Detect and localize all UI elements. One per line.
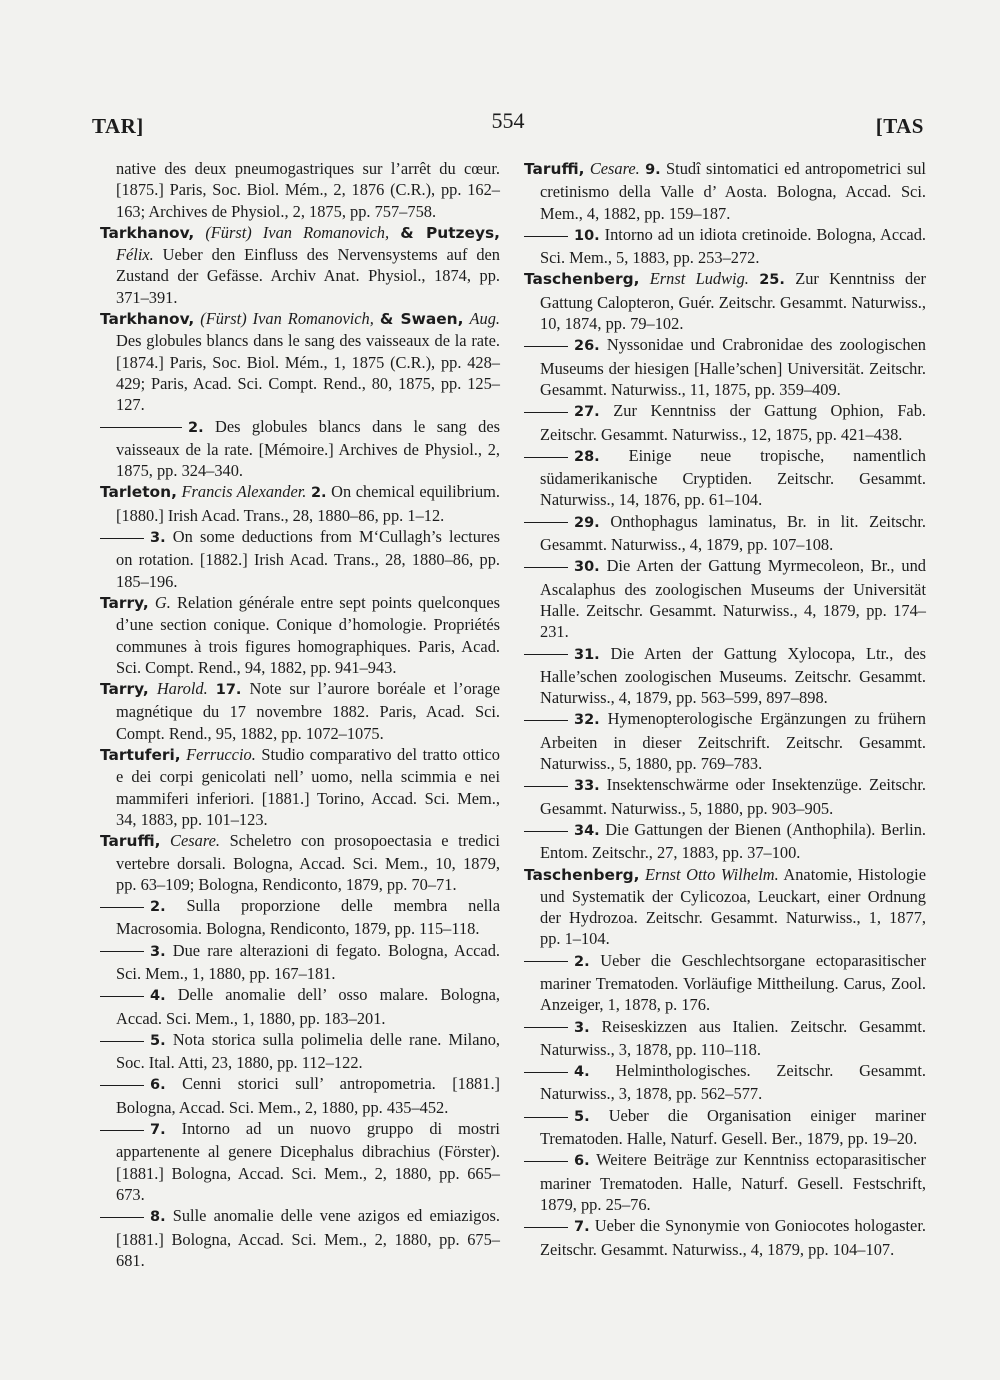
entry-text: Helminthologisches. Zeitschr. Gesammt. Naturwiss., 3, 1878, pp. 562–577. xyxy=(540,1061,926,1104)
entry-number: 2. xyxy=(150,899,166,916)
entry-text: Anatomie, Histologie und Systematik der Cylicozoa, Leuckart, einer Ordnung der Hydrozoa. Zeitschr. Gesammt. Naturwiss., 1, 1877, pp. 1–104. xyxy=(540,864,926,949)
author-surname: Taschenberg, xyxy=(524,865,640,884)
bibliography-entry xyxy=(524,708,926,774)
entry-text: Einige neue tropische, namentlich südamerikanische Cryptiden. Zeitschr. Gesammt. Naturwiss., 14, 1876, pp. 61–104. xyxy=(540,445,926,510)
entry-text: Weitere Beiträge zur Kenntniss ectoparasitischer mariner Trematoden. Halle, Naturf. Gesell. Festschrift, 1879, pp. 25–76. xyxy=(540,1150,926,1214)
bibliography-entry xyxy=(524,555,926,642)
bibliography-entry xyxy=(100,481,500,526)
repeat-author-dash xyxy=(524,236,568,237)
author-forename: Ernst Otto Wilhelm. xyxy=(645,864,779,884)
author-forename: Cesare. xyxy=(589,159,640,178)
entry-number: 26. xyxy=(574,338,600,355)
bibliography-entry xyxy=(524,1149,926,1215)
entry-number: 34. xyxy=(574,822,600,839)
repeat-author-dash xyxy=(100,1041,144,1042)
author-surname: Tarkhanov, xyxy=(100,310,195,329)
bibliography-entry xyxy=(100,1118,500,1205)
entry-text: Hymenopterologische Ergänzungen zu frühern Arbeiten in dieser Zeitschrift. Zeitschr. Gesammt. Naturwiss., 5, 1880, pp. 769–783. xyxy=(540,709,926,774)
entry-text: Die Gattungen der Bienen (Anthophila). Berlin. Entom. Zeitschr., 27, 1883, pp. 37–100. xyxy=(540,819,926,863)
entry-number: 2. xyxy=(574,953,590,970)
entry-text: Des globules blancs dans le sang des vaisseaux de la rate. [Mémoire.] Archives de Physiol., 2, 1875, pp. 324–340. xyxy=(116,416,500,481)
bibliography-entry xyxy=(100,158,500,222)
bibliography-entry xyxy=(100,592,500,678)
entry-number: 28. xyxy=(574,448,600,465)
entry-text: Insektenschwärme oder Insektenzüge. Zeitschr. Gesammt. Naturwiss., 5, 1880, pp. 903–905. xyxy=(540,775,926,818)
coauthor-forename: Félix. xyxy=(116,245,154,265)
entry-text: On some deductions from M‘Cullagh’s lectures on rotation. [1882.] Irish Acad. Trans., 28, 1880–86, pp. 185–196. xyxy=(116,527,500,591)
entry-number: 25. xyxy=(759,272,785,289)
coauthor-surname: & Swaen, xyxy=(379,310,464,329)
page-number: 554 xyxy=(491,108,525,133)
entry-number: 5. xyxy=(150,1032,166,1049)
author-forename: (Fürst) Ivan Romanovich, xyxy=(200,309,374,329)
bibliography-entry xyxy=(100,678,500,744)
bibliography-entry xyxy=(524,511,926,556)
header-range-end: [TAS xyxy=(875,114,924,138)
bibliography-entry xyxy=(100,308,500,415)
author-surname: Taruffi, xyxy=(524,160,585,178)
author-forename: (Fürst) Ivan Romanovich, xyxy=(205,222,390,242)
repeat-author-dash xyxy=(524,412,568,413)
entry-number: 6. xyxy=(574,1153,590,1170)
entry-text: Intorno ad un idiota cretinoide. Bologna, Accad. Sci. Mem., 5, 1883, pp. 253–272. xyxy=(540,224,926,268)
entry-number: 9. xyxy=(645,162,661,178)
entry-number: 10. xyxy=(574,227,600,244)
entry-text: Sulla proporzione delle membra nella Macrosomia. Bologna, Rendiconto, 1879, pp. 115–118. xyxy=(116,896,500,939)
entry-text: Nyssonidae und Crabronidae des zoologischen Museums der hiesigen [Halle’schen] Universität. Zeitschr. Gesammt. Naturwiss., 11, 1875, pp. 359–409. xyxy=(540,335,926,399)
author-forename: Harold. xyxy=(156,679,208,699)
repeat-author-dash xyxy=(100,1217,144,1218)
bibliography-entry xyxy=(524,1016,926,1061)
entry-number: 2. xyxy=(188,419,204,436)
author-forename: Cesare. xyxy=(170,831,220,851)
entry-number: 17. xyxy=(215,682,242,699)
bibliography-entry xyxy=(100,984,500,1029)
entry-number: 27. xyxy=(574,404,600,421)
bibliography-entry xyxy=(100,526,500,592)
entry-number: 4. xyxy=(150,988,166,1005)
repeat-author-dash xyxy=(524,522,568,523)
bibliography-entry xyxy=(524,864,926,950)
coauthor-surname: & Putzeys, xyxy=(400,223,500,242)
entry-text: Zur Kenntniss der Gattung Calopteron, Guér. Zeitschr. Gesammt. Naturwiss., 10, 1874, pp. 79–102. xyxy=(540,269,926,334)
bibliography-entry xyxy=(100,940,500,985)
repeat-author-dash xyxy=(524,961,568,962)
repeat-author-dash xyxy=(100,951,144,952)
bibliography-entry xyxy=(100,222,500,308)
entry-text: Delle anomalie dell’ osso malare. Bologna, Accad. Sci. Mem., 1, 1880, pp. 183–201. xyxy=(116,985,500,1028)
entry-text: Cenni storici sull’ antropometria. [1881.] Bologna, Accad. Sci. Mem., 2, 1880, pp. 435–452. xyxy=(116,1074,500,1117)
entry-number: 8. xyxy=(150,1209,166,1226)
bibliography-entry xyxy=(524,400,926,445)
bibliography-entry xyxy=(524,158,926,224)
entry-number: 3. xyxy=(150,530,166,547)
repeat-author-dash xyxy=(100,907,144,908)
author-surname: Taruffi, xyxy=(100,832,161,851)
repeat-author-dash xyxy=(100,427,182,428)
page-header xyxy=(92,108,924,148)
entry-number: 3. xyxy=(574,1019,590,1036)
repeat-author-dash xyxy=(524,654,568,655)
repeat-author-dash xyxy=(524,1161,568,1162)
repeat-author-dash xyxy=(100,538,144,539)
bibliography-entry xyxy=(524,1105,926,1150)
author-surname: Tarkhanov, xyxy=(100,223,195,242)
header-range-start: TAR] xyxy=(92,114,144,138)
bibliography-entry xyxy=(524,268,926,334)
author-surname: Tarry, xyxy=(100,593,149,612)
entry-number: 7. xyxy=(150,1122,166,1139)
entry-text: Des globules blancs dans le sang des vaisseaux de la rate. [1874.] Paris, Soc. Biol. Mém., 1, 1875 (C.R.), pp. 428–429; Paris, Acad. Sci. Compt. Rend., 80, 1875, pp. 125–127. xyxy=(116,331,500,415)
bibliography-entry xyxy=(524,819,926,864)
entry-text: Scheletro con prosopoectasia e tredici vertebre dorsali. Bologna, Accad. Sci. Mem., 10, 1879, pp. 63–109; Bologna, Rendiconto, 1879, pp. 70–71. xyxy=(116,831,500,894)
entry-text: Relation générale entre sept points quelconques d’une section conique. Conique d’homologie. Propriétés communes à trois figures homographiques. Paris, Acad. Sci. Compt. Rend., 94, 1882, pp. 941–943. xyxy=(116,592,500,677)
entry-number: 3. xyxy=(150,943,166,960)
entry-text: Due rare alterazioni di fegato. Bologna, Accad. Sci. Mem., 1, 1880, pp. 167–181. xyxy=(116,940,500,983)
entry-text: Ueber den Einfluss des Nervensystems auf den Zustand der Gefässe. Archiv Anat. Physiol., 1874, pp. 371–391. xyxy=(116,245,500,307)
repeat-author-dash xyxy=(524,786,568,787)
bibliography-entry xyxy=(524,774,926,819)
entry-text: Nota storica sulla polimelia delle rane. Milano, Soc. Ital. Atti, 23, 1880, pp. 112–122. xyxy=(116,1029,500,1073)
left-column xyxy=(100,158,500,1271)
repeat-author-dash xyxy=(524,831,568,832)
author-forename: Francis Alexander. xyxy=(181,482,307,502)
entry-number: 33. xyxy=(574,778,600,795)
repeat-author-dash xyxy=(100,996,144,997)
bibliography-entry xyxy=(100,830,500,895)
bibliography-entry xyxy=(524,334,926,400)
repeat-author-dash xyxy=(524,1027,568,1028)
repeat-author-dash xyxy=(100,1085,144,1086)
repeat-author-dash xyxy=(524,720,568,721)
author-surname: Tarry, xyxy=(100,680,149,699)
bibliography-entry xyxy=(524,1060,926,1105)
coauthor-forename: Aug. xyxy=(469,309,501,329)
entry-text: Die Arten der Gattung Myrmecoleon, Br., und Ascalaphus des zoologischen Museums der Universität Halle. Zeitschr. Gesammt. Naturwiss., 4, 1879, pp. 174–231. xyxy=(540,556,926,642)
entry-text: Ueber die Geschlechtsorgane ectoparasitischer mariner Trematoden. Vorläufige Mittheilung. Carus, Zool. Anzeiger, 1, 1878, p. 176. xyxy=(540,950,926,1015)
entry-text: Studî sintomatici ed antropometrici sul cretinismo della Valle d’ Aosta. Bologna, Accad. Sci. Mem., 4, 1882, pp. 159–187. xyxy=(540,159,926,223)
repeat-author-dash xyxy=(524,1227,568,1228)
entry-text: native des deux pneumogastriques sur l’arrêt du cœur. [1875.] Paris, Soc. Biol. Mém., 2, 1876 (C.R.), pp. 162–163; Archives de Physiol., 2, 1875, pp. 757–758. xyxy=(116,159,500,221)
entry-number: 6. xyxy=(150,1077,166,1094)
author-surname: Tartuferi, xyxy=(100,746,181,765)
bibliography-entry xyxy=(100,895,500,940)
entry-number: 31. xyxy=(574,646,600,663)
entry-text: Onthophagus laminatus, Br. in lit. Zeitschr. Gesammt. Naturwiss., 4, 1879, pp. 107–108. xyxy=(540,511,926,555)
repeat-author-dash xyxy=(100,1130,144,1131)
bibliography-entry xyxy=(524,1215,926,1260)
bibliography-entry xyxy=(100,1029,500,1074)
entry-text: On chemical equilibrium. [1880.] Irish Acad. Trans., 28, 1880–86, pp. 1–12. xyxy=(116,482,500,525)
repeat-author-dash xyxy=(524,1117,568,1118)
entry-text: Ueber die Organisation einiger mariner Trematoden. Halle, Naturf. Gesell. Ber., 1879, pp. 19–20. xyxy=(540,1105,927,1149)
entry-number: 4. xyxy=(574,1064,590,1081)
bibliography-entry xyxy=(100,1205,500,1271)
author-forename: Ernst Ludwig. xyxy=(649,269,749,289)
repeat-author-dash xyxy=(524,346,568,347)
right-column xyxy=(524,158,926,1260)
entry-number: 32. xyxy=(574,712,600,729)
entry-text: Ueber die Synonymie von Goniocotes hologaster. Zeitschr. Gesammt. Naturwiss., 4, 1879, pp. 104–107. xyxy=(540,1216,926,1259)
repeat-author-dash xyxy=(524,567,568,568)
bibliography-entry xyxy=(524,224,926,269)
entry-text: Reiseskizzen aus Italien. Zeitschr. Gesammt. Naturwiss., 3, 1878, pp. 110–118. xyxy=(540,1016,926,1059)
bibliography-entry xyxy=(524,445,926,511)
bibliography-entry xyxy=(524,950,926,1016)
entry-number: 7. xyxy=(574,1219,590,1236)
author-surname: Taschenberg, xyxy=(524,270,640,289)
entry-number: 29. xyxy=(574,514,600,531)
entry-text: Intorno ad un nuovo gruppo di mostri appartenente al genere Dicephalus dibrachius (Förster). [1881.] Bologna, Accad. Sci. Mem., 2, 1880, pp. 665–673. xyxy=(116,1119,500,1204)
entry-number: 30. xyxy=(574,559,600,576)
author-forename: G. xyxy=(154,592,171,612)
entry-number: 5. xyxy=(574,1108,590,1125)
author-forename: Ferruccio. xyxy=(186,745,256,765)
bibliography-entry xyxy=(100,744,500,830)
repeat-author-dash xyxy=(524,457,568,458)
bibliography-entry xyxy=(100,1073,500,1118)
entry-text: Sulle anomalie delle vene azigos ed emiazigos. [1881.] Bologna, Accad. Sci. Mem., 2, 1880, pp. 675–681. xyxy=(116,1206,500,1270)
entry-text: Studio comparativo del tratto ottico e dei corpi genicolati nell’ uomo, nella scimmia e nei mammiferi inferiori. [1881.] Torino, Accad. Sci. Mem., 34, 1883, pp. 101–123. xyxy=(116,745,501,829)
author-surname: Tarleton, xyxy=(100,483,177,502)
entry-text: Note sur l’aurore boréale et l’orage magnétique du 17 novembre 1882. Paris, Acad. Sci. Compt. Rend., 95, 1882, pp. 1072–1075. xyxy=(116,679,500,743)
entry-text: Die Arten der Gattung Xylocopa, Ltr., des Halle’schen zoologischen Museums. Zeitschr. Gesammt. Naturwiss., 4, 1879, pp. 563–599, 897–898. xyxy=(540,643,926,708)
entry-text: Zur Kenntniss der Gattung Ophion, Fab. Zeitschr. Gesammt. Naturwiss., 12, 1875, pp. 421–438. xyxy=(540,401,926,444)
bibliography-entry xyxy=(100,416,500,482)
entry-number: 2. xyxy=(310,485,327,502)
repeat-author-dash xyxy=(524,1072,568,1073)
bibliography-entry xyxy=(524,643,926,709)
